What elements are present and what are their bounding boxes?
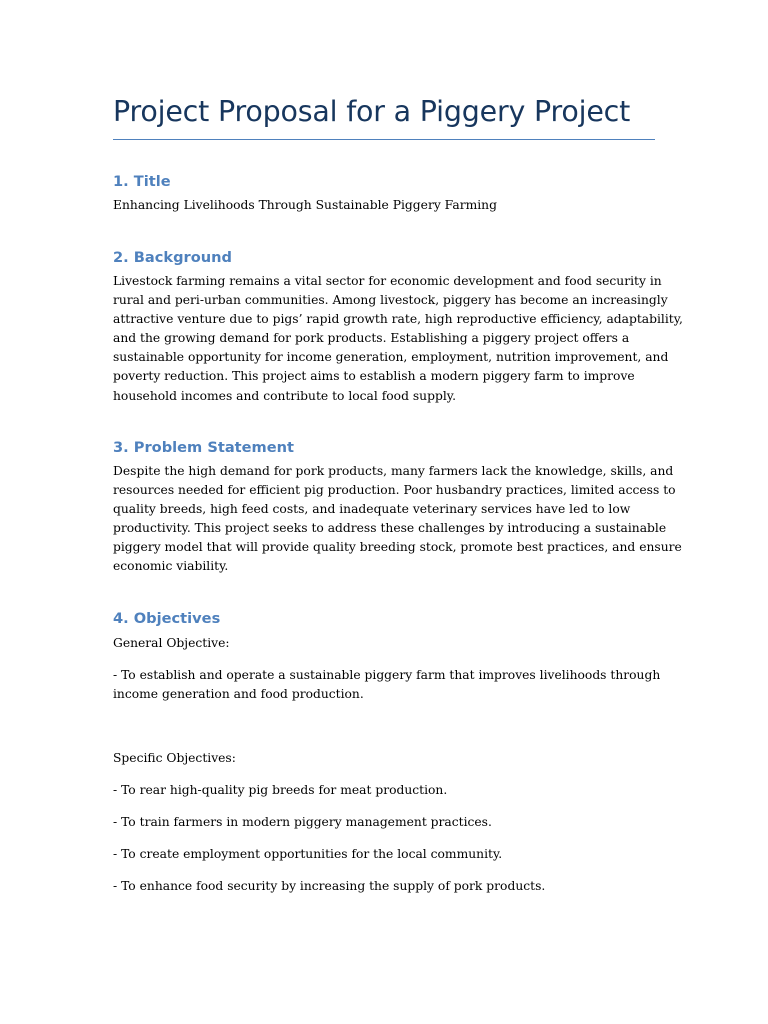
background-line: attractive venture due to pigs’ rapid growth rate, high reproductive efficiency, adaptability, xyxy=(113,312,683,327)
general-objective-line: - To establish and operate a sustainable piggery farm that improves livelihoods through xyxy=(113,668,661,682)
specific-objective-item xyxy=(113,877,655,896)
general-objective-label-text: General Objective: xyxy=(113,636,230,650)
specific-objective-item xyxy=(113,781,655,800)
specific-objective-text: - To create employment opportunities for the local community. xyxy=(113,847,503,861)
problem-line: piggery model that will provide quality breeding stock, promote best practices, and ensure xyxy=(113,540,682,555)
document-title: Project Proposal for a Piggery Project xyxy=(113,95,631,128)
title-text xyxy=(113,196,655,215)
specific-objectives-label xyxy=(113,749,655,768)
background-line: poverty reduction. This project aims to establish a modern piggery farm to improve xyxy=(113,369,635,384)
background-line: sustainable opportunity for income generation, employment, nutrition improvement, and xyxy=(113,350,669,365)
background-line: rural and peri-urban communities. Among livestock, piggery has become an increasingly xyxy=(113,293,668,308)
general-objective-item xyxy=(113,666,661,704)
section-heading-objectives: 4. Objectives xyxy=(113,610,221,627)
background-line: household incomes and contribute to local food supply. xyxy=(113,388,456,403)
specific-objectives-label-text: Specific Objectives: xyxy=(113,751,236,765)
specific-objective-text: - To enhance food security by increasing the supply of pork products. xyxy=(113,879,546,893)
problem-line: economic viability. xyxy=(113,559,229,574)
section-heading-background: 2. Background xyxy=(113,249,233,266)
general-objective-label xyxy=(113,634,655,653)
problem-line: productivity. This project seeks to address these challenges by introducing a sustainable xyxy=(113,521,667,536)
specific-objective-item xyxy=(113,845,655,864)
problem-statement-paragraph xyxy=(113,462,682,577)
background-paragraph xyxy=(113,272,683,406)
specific-objective-item xyxy=(113,813,655,832)
general-objective-line: income generation and food production. xyxy=(113,687,364,702)
section-heading-title: 1. Title xyxy=(113,173,171,190)
background-line: Livestock farming remains a vital sector for economic development and food security in xyxy=(113,274,662,288)
section-heading-problem-statement: 3. Problem Statement xyxy=(113,439,295,456)
title-text-line: Enhancing Livelihoods Through Sustainable Piggery Farming xyxy=(113,198,497,212)
problem-line: Despite the high demand for pork products, many farmers lack the knowledge, skills, and xyxy=(113,464,674,478)
background-line: and the growing demand for pork products. Establishing a piggery project offers a xyxy=(113,331,630,346)
title-underline-rule xyxy=(113,139,655,140)
problem-line: resources needed for efficient pig production. Poor husbandry practices, limited access to xyxy=(113,483,676,498)
problem-line: quality breeds, high feed costs, and inadequate veterinary services have led to low xyxy=(113,502,631,517)
specific-objective-text: - To train farmers in modern piggery management practices. xyxy=(113,815,492,829)
specific-objective-text: - To rear high-quality pig breeds for meat production. xyxy=(113,783,448,797)
